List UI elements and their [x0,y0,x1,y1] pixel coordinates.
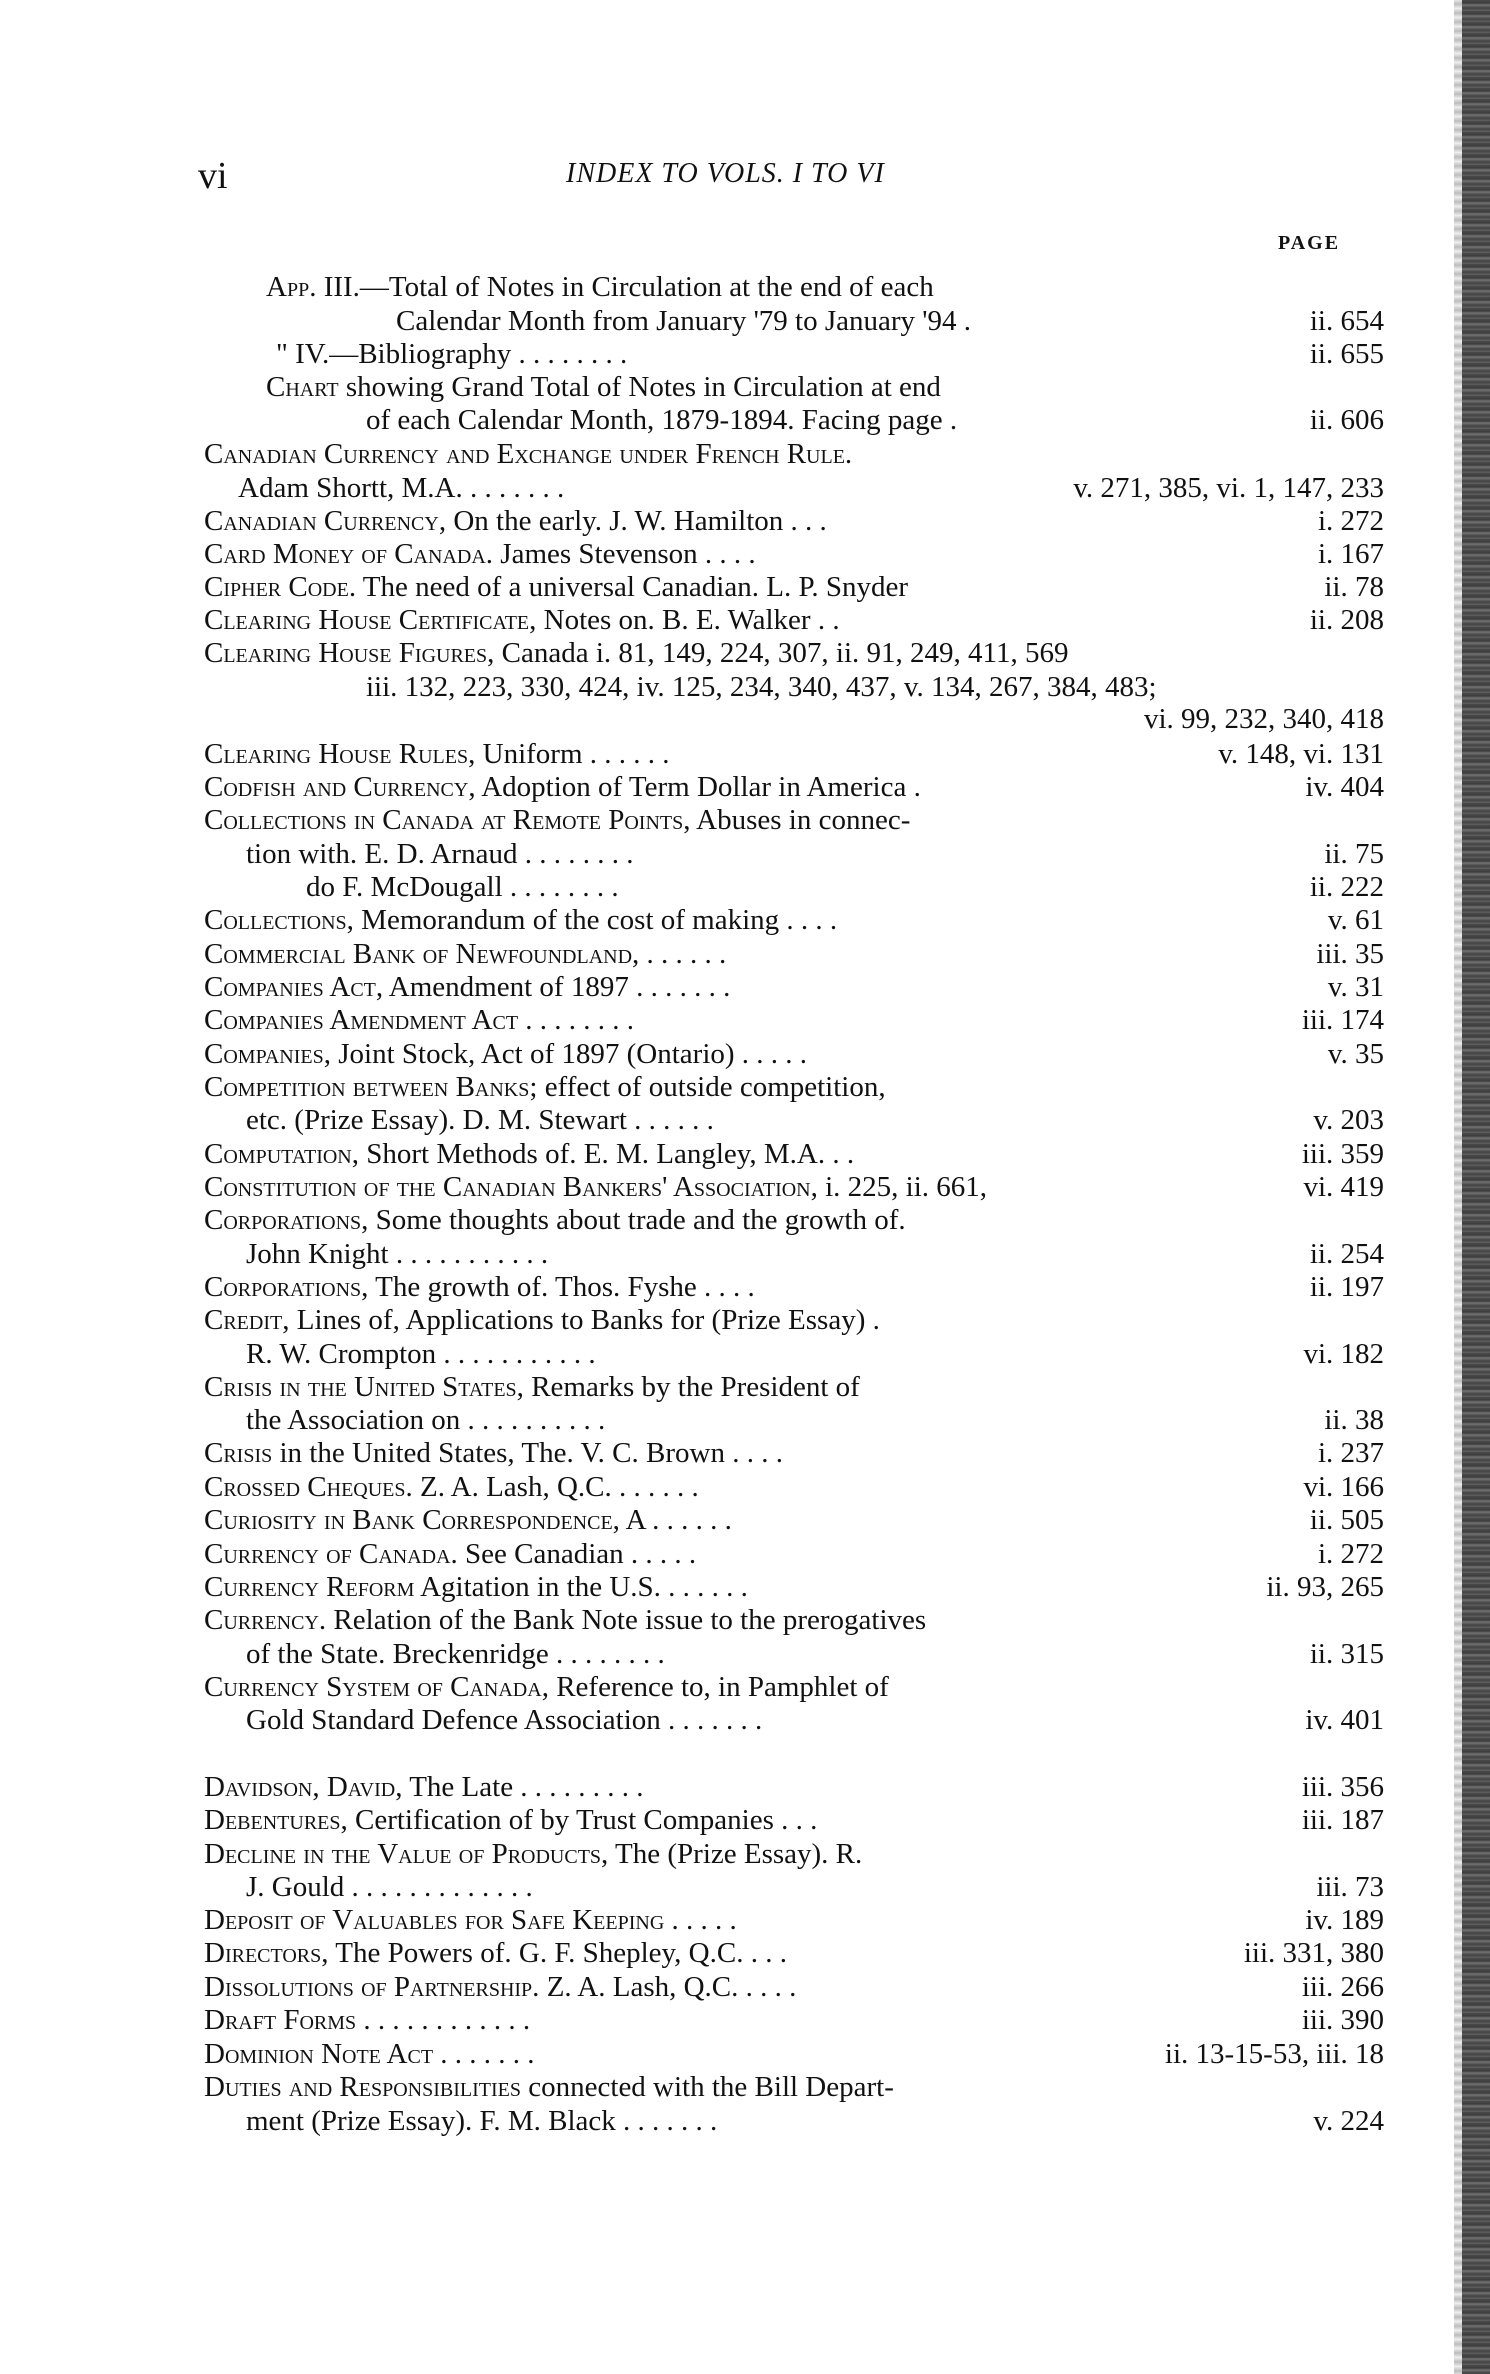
entry-description: On the early. J. W. Hamilton . . . [446,505,827,537]
index-entry-text [204,1303,880,1337]
entry-heading: Dominion Note Act [204,2038,434,2070]
index-entry [0,1870,1490,1904]
index-entry-text [204,1470,699,1504]
entry-description: . . . . . . [639,938,727,970]
index-entry [0,937,1490,971]
entry-heading: Clearing House Rules, [204,738,476,770]
entry-heading: Companies, [204,1038,331,1070]
index-entry [0,504,1490,538]
entry-description: etc. (Prize Essay). D. M. Stewart . . . . . . [246,1104,714,1136]
index-entry [0,537,1490,571]
index-entry-text [204,903,837,937]
index-entry-text [204,570,908,604]
entry-heading: Directors, [204,1937,329,1969]
index-entry-text [246,1103,714,1137]
index-entry [0,1670,1490,1704]
entry-heading: Currency of Canada. [204,1538,458,1570]
index-entry-text [204,1170,987,1204]
entry-description: Relation of the Bank Note issue to the prerogatives [326,1604,927,1636]
entry-heading: Collections in Canada at Remote Points, [204,804,691,836]
entry-description: J. Gould . . . . . . . . . . . . . [246,1871,533,1903]
entry-heading: Dissolutions of Partnership. [204,1971,540,2003]
index-entry [0,1936,1490,1970]
index-entry [0,2104,1490,2138]
index-entry [0,1570,1490,1604]
entry-heading: Duties and Responsibilities [204,2071,522,2103]
entry-description: Z. A. Lash, Q.C. . . . . . . [412,1471,699,1503]
entry-description: in the United States, The. V. C. Brown . . . . [272,1437,783,1469]
page-reference: iv. 189 [1305,1904,1384,1936]
index-entry-text [204,1803,817,1837]
index-entry-text [204,2037,535,2071]
index-entry [0,1203,1490,1237]
entry-description: Canada i. 81, 149, 224, 307, ii. 91, 249, 411, 569 [494,637,1069,669]
index-entry-text [246,1870,533,1904]
entry-heading: Clearing House Figures, [204,637,495,669]
page-reference: iv. 401 [1305,1704,1384,1736]
entry-description: A . . . . . . [619,1504,732,1536]
index-entry [0,1770,1490,1804]
index-entry [0,1070,1490,1104]
page-reference: ii. 254 [1309,1238,1384,1270]
entry-description: Adoption of Term Dollar in America . [475,771,921,803]
page-reference: ii. 654 [1309,305,1384,337]
entry-description: R. W. Crompton . . . . . . . . . . . [246,1338,596,1370]
index-entry [0,870,1490,904]
entry-description: Adam Shortt, M.A. . . . . . . . [238,472,565,504]
page-reference: v. 35 [1327,1038,1384,1070]
entry-description: Calendar Month from January '79 to January '94 . [396,305,972,337]
entry-description: Lines of, Applications to Banks for (Prize Essay) . [289,1304,880,1336]
entry-description: " IV.—Bibliography . . . . . . . . [276,338,628,370]
index-entry-text [204,1770,644,1804]
entry-heading: Currency Reform [204,1571,415,1603]
index-entry-text [246,1403,605,1437]
index-entry [0,1370,1490,1404]
page-reference: ii. 78 [1324,571,1384,603]
index-entry-text [204,1137,854,1171]
index-entry [0,603,1490,637]
page-reference: v. 61 [1327,904,1384,936]
page-reference: v. 148, vi. 131 [1218,738,1384,770]
index-entry [0,1170,1490,1204]
index-entry-text [204,1670,889,1704]
entry-description: Some thoughts about trade and the growth of. [368,1204,906,1236]
entry-description: Memorandum of the cost of making . . . . [353,904,838,936]
entry-description: Amendment of 1897 . . . . . . . [383,971,731,1003]
index-entry-text [204,1370,860,1404]
index-entry-text [204,1936,787,1970]
index-entry-text [366,403,957,437]
page-reference: iii. 73 [1316,1871,1384,1903]
page-reference: iii. 187 [1301,1804,1384,1836]
page-reference: iv. 404 [1305,771,1384,803]
index-entry-text [238,471,564,505]
index-entry-text [366,670,1157,704]
entry-description: —Total of Notes in Circulation at the end of each [359,271,934,303]
entry-description: John Knight . . . . . . . . . . . [246,1238,549,1270]
index-entry [0,1037,1490,1071]
index-entry [0,2037,1490,2071]
entry-description: The Late . . . . . . . . . [402,1771,644,1803]
running-head: INDEX TO VOLS. I TO VI [566,158,885,189]
index-entry-text [246,2104,717,2138]
entry-description: . . . . . . . . . . . . [356,2004,531,2036]
entry-heading: Crisis [204,1437,273,1469]
entry-description: . . . . . . . . [518,1004,635,1036]
page-reference: iii. 331, 380 [1243,1937,1384,1969]
page-reference: ii. 655 [1309,338,1384,370]
index-entry [0,702,1490,736]
entry-heading: Curiosity in Bank Correspondence, [204,1504,620,1536]
index-entry [0,1003,1490,1037]
entry-heading: Decline in the Value of Products, [204,1838,609,1870]
index-entry [0,1537,1490,1571]
page-reference: iii. 359 [1301,1138,1384,1170]
index-entry-text [204,437,852,471]
entry-description: Joint Stock, Act of 1897 (Ontario) . . . . . [331,1038,808,1070]
entry-description: Reference to, in Pamphlet of [548,1671,889,1703]
index-entry [0,670,1490,704]
index-entry-text [204,970,730,1004]
page-column-label: PAGE [1278,232,1341,254]
index-entry-text [204,1570,748,1604]
entry-heading: App. III. [266,271,360,303]
index-entry [0,1436,1490,1470]
page-reference: iii. 356 [1301,1771,1384,1803]
index-entry [0,1637,1490,1671]
entry-heading: Competition between Banks; [204,1071,538,1103]
index-entry-text [306,870,619,904]
page-reference: v. 271, 385, vi. 1, 147, 233 [1073,472,1384,504]
entry-heading: Commercial Bank of Newfoundland, [204,938,640,970]
page-reference: i. 167 [1317,538,1384,570]
index-entry [0,403,1490,437]
index-entry [0,903,1490,937]
index-entry-text [246,837,633,871]
index-entry [0,1237,1490,1271]
index-entry [0,1503,1490,1537]
folio-number: vi [198,155,228,197]
index-entry-text [204,603,840,637]
index-entry-text [246,1637,665,1671]
page-reference: v. 224 [1313,2105,1384,2137]
index-entry-text [204,2003,530,2037]
entry-heading: Cipher Code. [204,571,357,603]
page-reference: ii. 606 [1309,404,1384,436]
index-entry-text [204,537,756,571]
page-reference: vi. 182 [1303,1338,1384,1370]
index-entry-text [246,1337,596,1371]
index-entry-text [204,2070,894,2104]
page-reference: ii. 75 [1324,838,1384,870]
index-entry-text [204,1537,696,1571]
entry-heading: Davidson, David, [204,1771,403,1803]
index-entry-text [276,337,627,371]
page-reference: vi. 166 [1303,1471,1384,1503]
entry-description: i. 225, ii. 661, [817,1171,988,1203]
page-reference: i. 272 [1317,1538,1384,1570]
index-entry [0,970,1490,1004]
index-entry [0,370,1490,404]
page-reference: iii. 35 [1316,938,1384,970]
page-reference: ii. 13-15-53, iii. 18 [1164,2038,1384,2070]
page-reference: iii. 390 [1301,2004,1384,2036]
page-reference: v. 31 [1327,971,1384,1003]
index-entry [0,1803,1490,1837]
index-entry [0,1270,1490,1304]
index-entry [0,1337,1490,1371]
index-entry [0,1903,1490,1937]
entry-description: The growth of. Thos. Fyshe . . . . [368,1271,755,1303]
entry-heading: Currency System of Canada, [204,1671,549,1703]
page-reference: iii. 266 [1301,1971,1384,2003]
index-entry [0,2070,1490,2104]
page-reference: iii. 174 [1301,1004,1384,1036]
page-reference: ii. 197 [1309,1271,1384,1303]
index-entry-text [246,1703,762,1737]
index-entry-text [204,737,670,771]
index-entry [0,304,1490,338]
index-entry [0,1137,1490,1171]
entry-description: Short Methods of. E. M. Langley, M.A. . . [359,1138,855,1170]
entry-heading: Crossed Cheques. [204,1471,413,1503]
entry-heading: Debentures, [204,1804,348,1836]
page-reference: i. 237 [1317,1437,1384,1469]
index-entry [0,1403,1490,1437]
entry-description: effect of outside competition, [537,1071,886,1103]
entry-description: James Stevenson . . . . [493,538,756,570]
index-entry-text [204,1970,796,2004]
entry-description: . . . . . . . [433,2038,535,2070]
index-entry-text [204,636,1068,670]
entry-heading: Corporations, [204,1204,369,1236]
index-entry-text [204,1503,732,1537]
index-entry [0,770,1490,804]
index-entry-text [246,1237,548,1271]
index-entry [0,737,1490,771]
index-entry [0,803,1490,837]
entry-description: showing Grand Total of Notes in Circulation at end [338,371,941,403]
index-entry-text [266,370,941,404]
index-entry [0,1303,1490,1337]
index-entry-text [396,304,971,338]
entry-heading: Companies Act, [204,971,384,1003]
entry-description: Notes on. B. E. Walker . . [536,604,840,636]
index-entry [0,471,1490,505]
index-entry [0,837,1490,871]
index-entry-text [204,937,726,971]
entry-description: of the State. Breckenridge . . . . . . . . [246,1638,665,1670]
index-entry [0,1470,1490,1504]
index-entry-text [204,770,921,804]
entry-heading: Companies Amendment Act [204,1004,519,1036]
entry-heading: Canadian Currency, [204,505,447,537]
entry-description: do F. McDougall . . . . . . . . [306,871,619,903]
entry-description: tion with. E. D. Arnaud . . . . . . . . [246,838,634,870]
page-reference: ii. 38 [1324,1404,1384,1436]
index-entry [0,437,1490,471]
entry-description: Agitation in the U.S. . . . . . . [414,1571,748,1603]
index-entry-text [204,1603,926,1637]
index-entry [0,2003,1490,2037]
entry-description: The need of a universal Canadian. L. P. Snyder [356,571,909,603]
page-reference: vi. 99, 232, 340, 418 [1143,703,1384,735]
entry-heading: Card Money of Canada. [204,538,494,570]
index-entry-text [266,270,934,304]
index-entry [0,1837,1490,1871]
index-entry [0,636,1490,670]
entry-heading: Deposit of Valuables for Safe Keeping [204,1904,665,1936]
index-entry-text [204,1903,737,1937]
entry-description: The Powers of. G. F. Shepley, Q.C. . . . [328,1937,787,1969]
page-reference: ii. 208 [1309,604,1384,636]
entry-description: the Association on . . . . . . . . . . [246,1404,606,1436]
entry-description: iii. 132, 223, 330, 424, iv. 125, 234, 340, 437, v. 134, 267, 384, 483; [366,671,1157,703]
page-reference: i. 272 [1317,505,1384,537]
entry-description: of each Calendar Month, 1879-1894. Facing page . [366,404,958,436]
entry-heading: Crisis in the United States, [204,1371,524,1403]
entry-description: Uniform . . . . . . [475,738,670,770]
entry-description: connected with the Bill Depart- [521,2071,894,2103]
index-entry [0,570,1490,604]
index-entry-text [204,1003,634,1037]
page-reference: ii. 93, 265 [1266,1571,1384,1603]
entry-heading: Codfish and Currency, [204,771,476,803]
entry-heading: Clearing House Certificate, [204,604,537,636]
entry-heading: Currency. [204,1604,327,1636]
entry-description: Remarks by the President of [523,1371,860,1403]
entry-description: . . . . . [664,1904,737,1936]
index-entry [0,1703,1490,1737]
index-entry [0,270,1490,304]
page-reference: ii. 505 [1309,1504,1384,1536]
index-entry-text [204,1037,807,1071]
entry-heading: Constitution of the Canadian Bankers' Association, [204,1171,818,1203]
entry-heading: Collections, [204,904,354,936]
index-entry-text [204,1436,783,1470]
index-entry [0,337,1490,371]
index-entry-text [204,1270,755,1304]
page-reference: v. 203 [1313,1104,1384,1136]
entry-heading: Draft Forms [204,2004,357,2036]
index-entry-text [204,1070,886,1104]
entry-heading: Canadian Currency and Exchange under French Rule. [204,438,853,470]
index-entry-text [204,803,910,837]
index-entry-text [204,1203,906,1237]
entry-heading: Computation, [204,1138,359,1170]
entry-description: See Canadian . . . . . [457,1538,697,1570]
page-reference: vi. 419 [1303,1171,1384,1203]
entry-description: Abuses in connec- [690,804,911,836]
index-entry-text [204,504,827,538]
entry-description: ment (Prize Essay). F. M. Black . . . . . . . [246,2105,718,2137]
entry-heading: Corporations, [204,1271,369,1303]
entry-description: Gold Standard Defence Association . . . . . . . [246,1704,763,1736]
index-entry-text [204,1837,862,1871]
page-reference: ii. 315 [1309,1638,1384,1670]
index-entry [0,1103,1490,1137]
index-entry [0,1970,1490,2004]
entry-description: Z. A. Lash, Q.C. . . . . [539,1971,797,2003]
entry-description: The (Prize Essay). R. [608,1838,863,1870]
entry-heading: Chart [266,371,339,403]
index-entry [0,1603,1490,1637]
page-reference: ii. 222 [1309,871,1384,903]
entry-description: Certification of by Trust Companies . . . [347,1804,818,1836]
entry-heading: Credit, [204,1304,290,1336]
